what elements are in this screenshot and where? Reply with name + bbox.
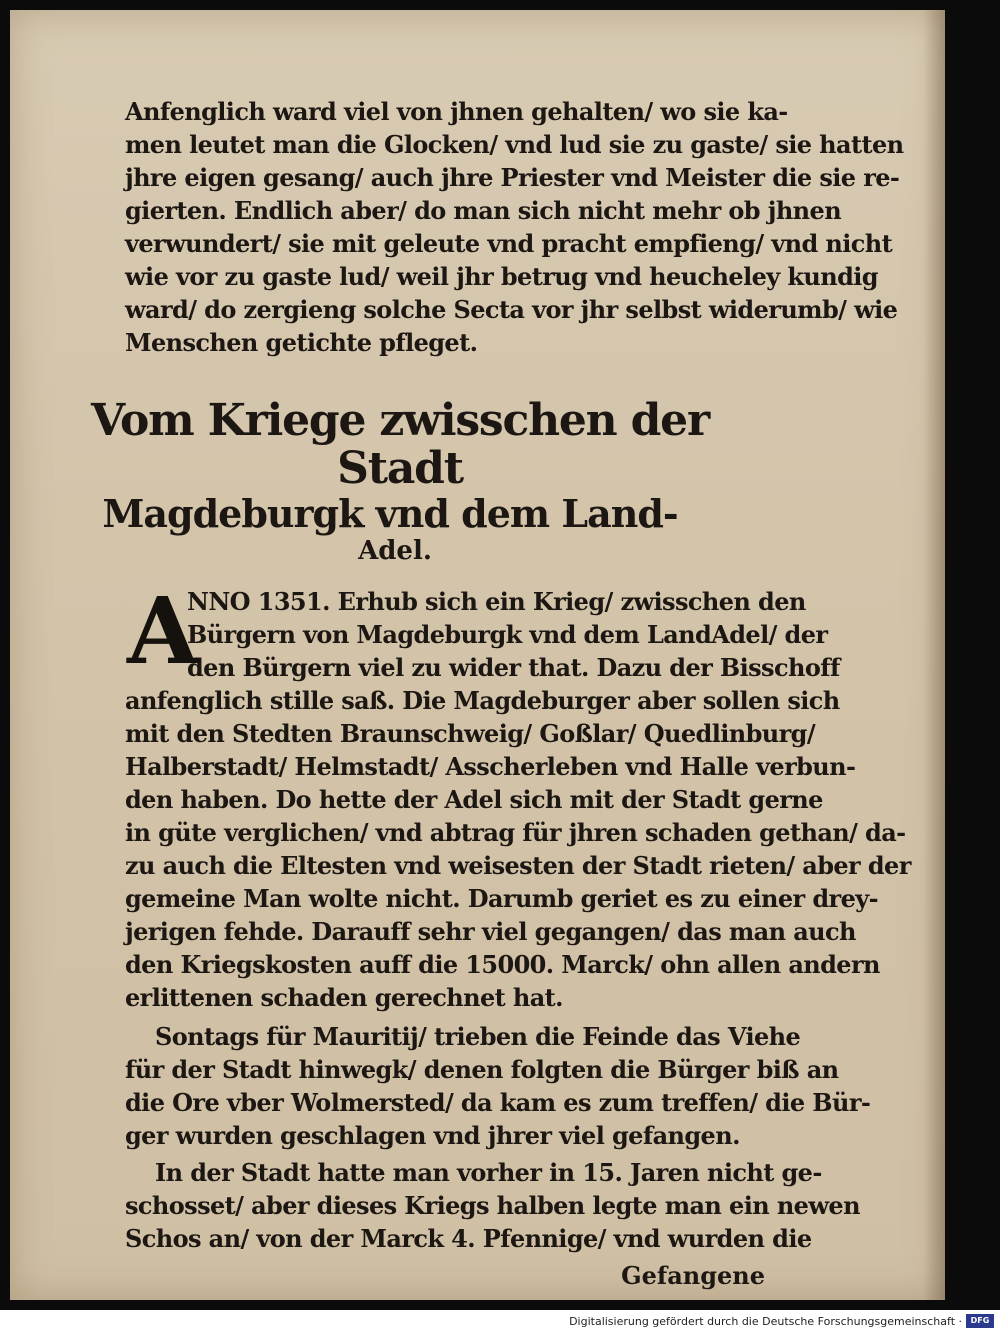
text-line: anfenglich stille saß. Die Magdeburger aber sollen sich xyxy=(125,686,840,715)
book-page xyxy=(10,10,945,1300)
heading-line-1: Vom Kriege zwisschen der Stadt xyxy=(91,395,709,494)
text-line: gierten. Endlich aber/ do man sich nicht mehr ob jhnen xyxy=(125,196,842,225)
text-line: jerigen fehde. Darauff sehr viel gegangen/ das man auch xyxy=(125,917,856,946)
paragraph-4 xyxy=(125,1156,860,1255)
text-line: verwundert/ sie mit geleute vnd pracht empfieng/ vnd nicht xyxy=(125,229,893,258)
heading-line-2: Magdeburgk vnd dem Land- xyxy=(102,491,678,536)
text-line: Menschen getichte pfleget. xyxy=(125,328,478,357)
text-line: Anfenglich ward viel von jhnen gehalten/ wo sie ka- xyxy=(125,97,788,126)
text-line: In der Stadt hatte man vorher in 15. Jaren nicht ge- xyxy=(155,1158,822,1187)
text-line: mit den Stedten Braunschweig/ Goßlar/ Quedlinburg/ xyxy=(125,719,816,748)
heading-line-3: Adel. xyxy=(358,536,432,566)
text-line: die Ore vber Wolmersted/ da kam es zum treffen/ die Bür- xyxy=(125,1088,871,1117)
text-line: den haben. Do hette der Adel sich mit der Stadt gerne xyxy=(125,785,823,814)
text-line: Halberstadt/ Helmstadt/ Asscherleben vnd Halle verbun- xyxy=(125,752,856,781)
text-line: erlittenen schaden gerechnet hat. xyxy=(125,983,563,1012)
text-line: Bürgern von Magdeburgk vnd dem LandAdel/ der xyxy=(187,620,828,649)
text-line: ward/ do zergieng solche Secta vor jhr selbst widerumb/ wie xyxy=(125,295,898,324)
text-line: gemeine Man wolte nicht. Darumb geriet es zu einer drey- xyxy=(125,884,878,913)
text-line: den Bürgern viel zu wider that. Dazu der Bisschoff xyxy=(187,653,840,682)
section-heading xyxy=(60,397,720,567)
funding-credit: Digitalisierung gefördert durch die Deutsche Forschungsgemeinschaft · xyxy=(569,1315,962,1328)
dfg-logo: DFG xyxy=(966,1314,994,1328)
page-text xyxy=(60,95,911,1292)
text-line: NNO 1351. Erhub sich ein Krieg/ zwisschen den xyxy=(187,587,806,616)
page-edge-shadow xyxy=(923,10,945,1300)
drop-cap: A xyxy=(127,577,199,685)
paragraph-3 xyxy=(125,1020,871,1152)
text-line: schosset/ aber dieses Kriegs halben legte man ein newen xyxy=(125,1191,860,1220)
catchword: Gefangene xyxy=(621,1261,765,1290)
text-line: den Kriegskosten auff die 15000. Marck/ ohn allen andern xyxy=(125,950,880,979)
paragraph-1 xyxy=(125,95,904,359)
text-line: jhre eigen gesang/ auch jhre Priester vnd Meister die sie re- xyxy=(125,163,900,192)
text-line: Sontags für Mauritij/ trieben die Feinde das Viehe xyxy=(155,1022,801,1051)
paragraph-2 xyxy=(125,577,911,1014)
footer-bar xyxy=(0,1310,1000,1333)
text-line: zu auch die Eltesten vnd weisesten der Stadt rieten/ aber der xyxy=(125,851,911,880)
text-line: in güte verglichen/ vnd abtrag für jhren schaden gethan/ da- xyxy=(125,818,906,847)
text-line: men leutet man die Glocken/ vnd lud sie zu gaste/ sie hatten xyxy=(125,130,904,159)
text-line: wie vor zu gaste lud/ weil jhr betrug vnd heucheley kundig xyxy=(125,262,878,291)
text-line: für der Stadt hinwegk/ denen folgten die Bürger biß an xyxy=(125,1055,839,1084)
text-line: Schos an/ von der Marck 4. Pfennige/ vnd wurden die xyxy=(125,1224,812,1253)
text-line: ger wurden geschlagen vnd jhrer viel gefangen. xyxy=(125,1121,740,1150)
